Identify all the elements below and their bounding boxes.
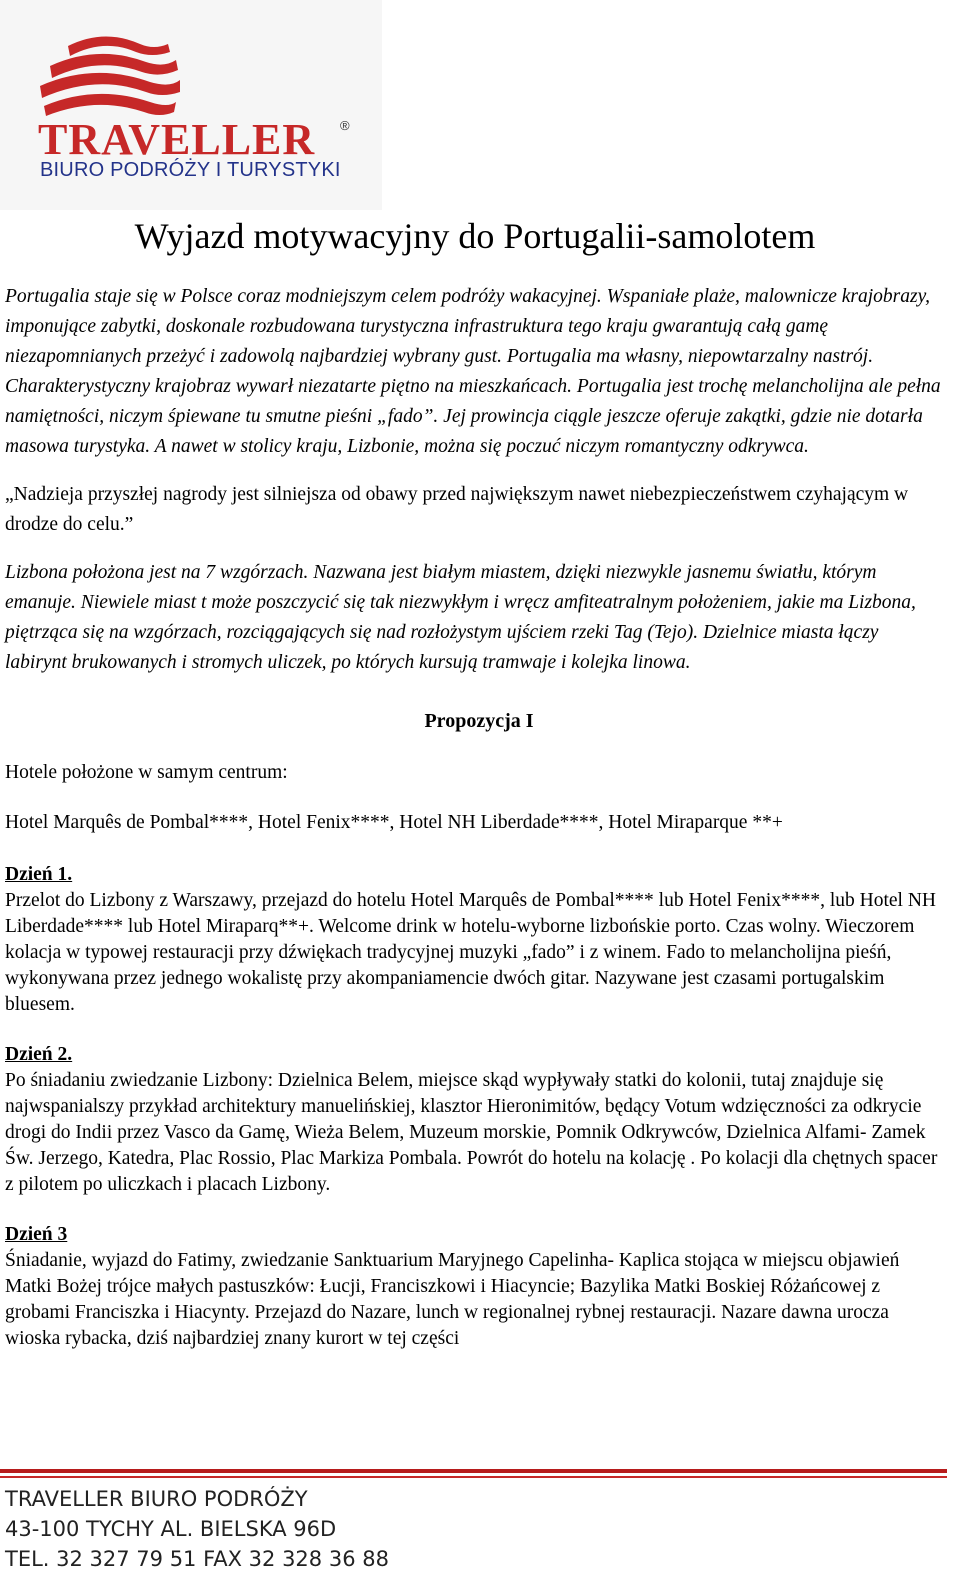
registered-mark: ® bbox=[340, 118, 350, 133]
day-2-heading: Dzień 2. bbox=[5, 1044, 73, 1065]
footer-address: 43-100 TYCHY AL. BIELSKA 96D bbox=[5, 1517, 337, 1541]
document-title: Wyjazd motywacyjny do Portugalii-samolotem bbox=[134, 216, 816, 256]
hotels-label: Hotele położone w samym centrum: bbox=[5, 762, 288, 783]
lizbona-paragraph: Lizbona położona jest na 7 wzgórzach. Nazwana jest białym miastem, dzięki niezwykle jasnemu światłu, którym emanuje. Niewiele miast t może poszczycić się tak niezwykłym i wręcz amfiteatralnym położeniem, jakie ma Lizbona, piętrząca się na wzgórzach, rozciągających się nad rozłożystym ujściem rzeki Tag (Tejo). Dzielnice miasta łączy labirynt brukowanych i stromych uliczek, po których kursują tramwaje i kolejka linowa. bbox=[5, 562, 916, 673]
quote-paragraph: „Nadzieja przyszłej nagrody jest silniejsza od obawy przed największym nawet niebezpieczeństwem czyhającym w drodze do celu.” bbox=[5, 484, 909, 535]
day-3-text: Śniadanie, wyjazd do Fatimy, zwiedzanie Sanktuarium Maryjnego Capelinha- Kaplica stojąca w miejscu objawień Matki Bożej trójce małych pastuszków: Łucji, Franciszkowi i Hiacyncie; Bazylika Matki Boskiej Różańcowej z grobami Franciszka i Hiacynty. Przejazd do Nazare, lunch w regionalnej rybnej restauracji. Nazare dawna urocza wioska rybacka, dziś najbardziej znany kurort w tej części bbox=[5, 1250, 900, 1349]
footer-divider bbox=[0, 1469, 947, 1473]
intro-paragraph: Portugalia staje się w Polsce coraz modniejszym celem podróży wakacyjnej. Wspaniałe plaże, malownicze krajobrazy, imponujące zabytki, doskonale rozbudowana turystyczna infrastruktura tego kraju gwarantują całą gamę niezapomnianych przeżyć i zadowolą najbardziej wybrany gust. Portugalia ma własny, niepowtarzalny nastrój. Charakterystyczny krajobraz wywarł niezatarte piętno na mieszkańcach. Portugalia jest trochę melancholijna ale pełna namiętności, niczym śpiewane tu smutne pieśni „fado”. Jej prowincja ciągle jeszcze oferuje zakątki, gdzie nie dotarła masowa turystyka. A nawet w stolicy kraju, Lizbonie, można się poczuć niczym romantyczny odkrywca. bbox=[5, 286, 941, 457]
logo-brand-name: TRAVELLER bbox=[38, 115, 316, 164]
document-body bbox=[5, 282, 943, 1352]
footer bbox=[5, 1484, 389, 1574]
logo-subtitle: BIURO PODRÓŻY I TURYSTYKI bbox=[40, 159, 341, 181]
footer-company: TRAVELLER BIURO PODRÓŻY bbox=[5, 1487, 308, 1511]
day-2-text: Po śniadaniu zwiedzanie Lizbony: Dzielnica Belem, miejsce skąd wypływały statki do kolonii, tutaj znajduje się najwspanialszy przykład architektury manuelińskiej, klasztor Hieronimitów, będący Votum wdzięczności za odkrycie drogi do Indii przez Vasco da Gamę, Wieża Belem, Muzeum morskie, Pomnik Odkrywców, Dzielnica Alfami- Zamek Św. Jerzego, Katedra, Plac Rossio, Plac Markiza Pombala. Powrót do hotelu na kolację . Po kolacji dla chętnych spacer z pilotem po uliczkach i placach Lizbony. bbox=[5, 1070, 938, 1195]
offer-title: Propozycja I bbox=[424, 710, 534, 732]
hotels-list: Hotel Marquês de Pombal****, Hotel Fenix****, Hotel NH Liberdade****, Hotel Miraparque **+ bbox=[5, 812, 783, 833]
company-logo bbox=[0, 0, 382, 210]
day-1-heading: Dzień 1. bbox=[5, 864, 73, 885]
footer-divider-thin bbox=[0, 1476, 947, 1478]
day-1-text: Przelot do Lizbony z Warszawy, przejazd do hotelu Hotel Marquês de Pombal**** lub Hotel Fenix****, lub Hotel NH Liberdade**** lub Hotel Miraparq**+. Welcome drink w hotelu-wyborne lizbońskie porto. Czas wolny. Wieczorem kolacja w typowej restauracji przy dźwiękach tradycyjnej muzyki „fado” i z winem. Fado to melancholijna pieśń, wykonywana przez jednego wokalistę przy akompaniamencie dwóch gitar. Nazywane jest czasami portugalskim bluesem. bbox=[5, 890, 936, 1015]
day-3-heading: Dzień 3 bbox=[5, 1224, 68, 1245]
footer-phone: TEL. 32 327 79 51 FAX 32 328 36 88 bbox=[5, 1547, 389, 1571]
